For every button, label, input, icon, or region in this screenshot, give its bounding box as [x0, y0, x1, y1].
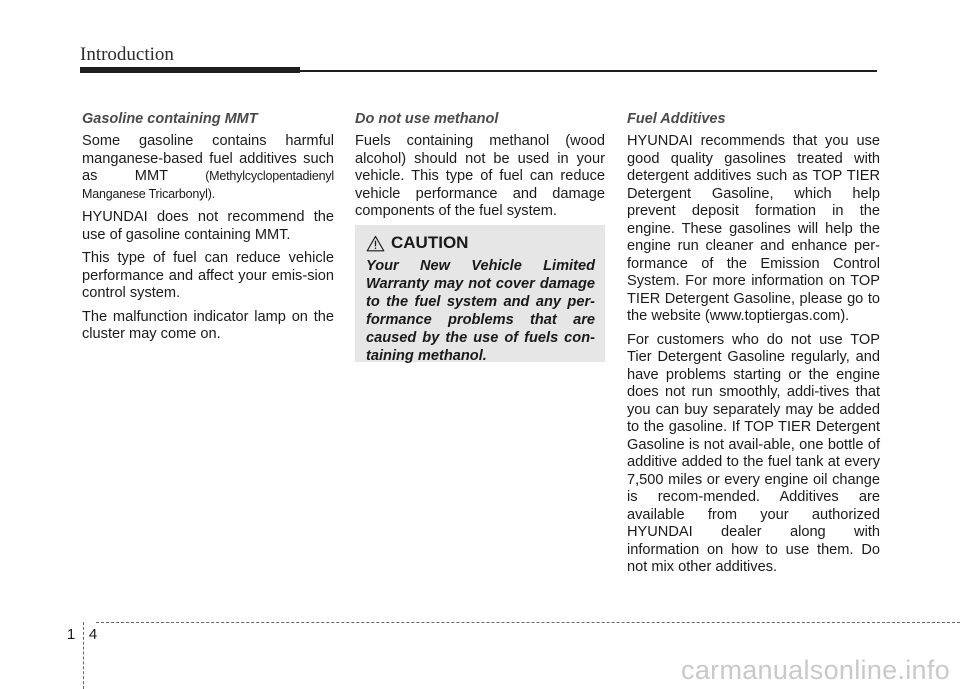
header-rule-thick — [80, 67, 300, 73]
page-number-value: 4 — [88, 626, 98, 643]
warning-triangle-icon — [366, 235, 385, 252]
mmt-paragraph-4: The malfunction indicator lamp on the cluster may come on. — [82, 308, 334, 342]
watermark-text: carmanualsonline.info — [681, 655, 950, 685]
fuel-additives-paragraph-1: HYUNDAI recommends that you use good quality gasolines treated with detergent additives such as TOP TIER Detergent Gasoline, which help prevent deposit formation in the engine. These gasolines will help the engine run cleaner and enhance per-formance of the Emission Control System. For more information on TOP TIER Detergent Gasoline, please go to the website (www.toptiergas.com). — [627, 133, 880, 324]
section-heading-mmt: Gasoline containing MMT — [82, 111, 258, 127]
mmt-paragraph-3: This type of fuel can reduce vehicle performance and affect your emis-sion control system. — [82, 250, 334, 301]
page-number — [62, 626, 102, 643]
page-header-title: Introduction — [80, 44, 174, 65]
chapter-number: 1 — [66, 626, 76, 643]
methanol-paragraph: Fuels containing methanol (wood alcohol) should not be used in your vehicle. This type of fuel can reduce vehicle performance and damage components of the fuel system. — [355, 133, 605, 219]
footer-dashed-rule — [96, 622, 960, 623]
caution-text: Your New Vehicle Limited Warranty may not cover damage to the fuel system and any per-formance problems that are caused by the use of fuels con-taining methanol. — [366, 258, 595, 364]
mmt-paragraph-1 — [82, 133, 334, 203]
column-fuel-additives — [627, 111, 880, 583]
mmt-paragraph-1-chemical: (Methylcyclopentadienyl Manganese Tricarbonyl). — [82, 169, 334, 201]
section-heading-fuel-additives: Fuel Additives — [627, 111, 726, 127]
mmt-paragraph-2: HYUNDAI does not recommend the use of gasoline containing MMT. — [82, 209, 334, 243]
caution-title: CAUTION — [391, 233, 469, 252]
column-mmt — [82, 111, 334, 350]
fuel-additives-paragraph-2: For customers who do not use TOP Tier Detergent Gasoline regularly, and have problems starting or the engine does not run smoothly, addi-tives that you can buy separately may be added to the gasoline. If TOP TIER Detergent Gasoline is not avail-able, one bottle of additive added to the fuel tank at every 7,500 miles or every engine oil change is recom-mended. Additives are available from your authorized HYUNDAI dealer along with information on how to use them. Do not mix other additives. — [627, 331, 880, 575]
caution-header — [366, 233, 595, 253]
header-rule-thin — [300, 70, 877, 72]
caution-box — [355, 225, 605, 362]
mmt-paragraph-1-lead: Some gasoline contains harmful manganese-based fuel additives such as MMT — [82, 133, 334, 184]
section-heading-methanol: Do not use methanol — [355, 111, 499, 127]
column-methanol — [355, 111, 605, 227]
